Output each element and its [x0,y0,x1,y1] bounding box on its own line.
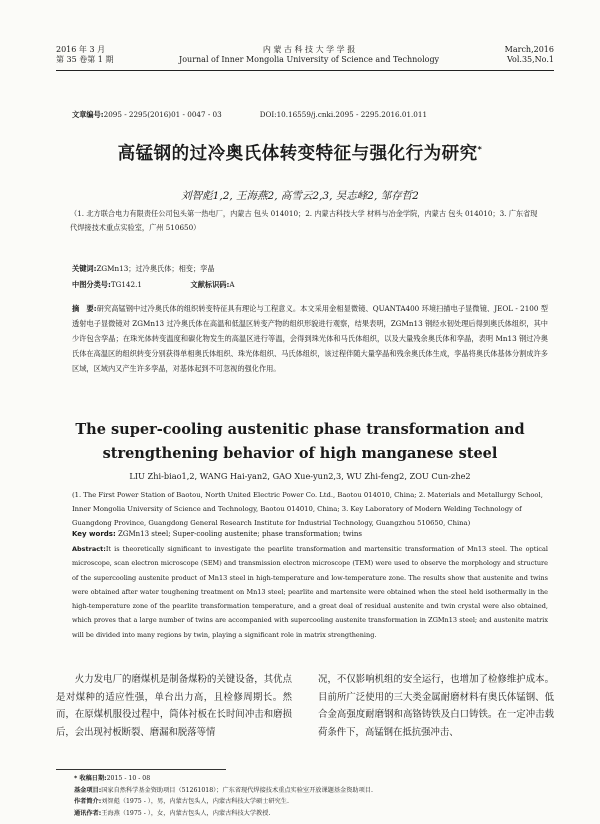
header-date-en: March,2016 [504,45,554,54]
cn-authors: 刘智彪1,2, 王海燕2, 高雪云2,3, 吴志峰2, 邹存哲2 [181,190,419,202]
running-header [56,45,554,69]
journal-name-cn: 内 蒙 古 科 技 大 学 学 报 [262,45,356,54]
article-meta [72,110,540,120]
header-rule [56,70,554,71]
header-date: 2016 年 3 月 [56,45,106,54]
cn-title: 高锰钢的过冷奥氏体转变特征与强化行为研究* [117,144,483,164]
en-abstract: Abstract:It is theoretically significant to investigate the pearlite transformation and martensitic transformation of Mn13 steel. The optical microscope, scan electron microscope (SEM) and transmission electron microscope (TEM) were used to observe the morphology and structure of the supercooling austenite product of Mn13 steel in high-temperature and low-temperature zone. The results show that austenite and twins were obtained after water toughening treatment on Mn13 steel; pearlite and martensite were obtained when the steel held isothermally in the high-temperature zone of the pearlite transformation temperature, and a great deal of residual austenite and twin crystal were also obtained, which proves that a large number of twins are accompanied with supercooling austenite transformation in ZGMn13 steel; and austenite matrix will be divided into many regions by twin, playing a significant role in matrix strengthening. [72,545,548,639]
header-volume: 第 35 卷第 1 期 [56,55,114,64]
en-title: The super-cooling austenitic phase transformation and strengthening behavior of high manganese steel [75,421,525,462]
footnote-funding: 基金项目:国家自然科学基金资助项目（51261018）；广东省现代焊接技术重点实验室开放课题基金资助项目. [74,786,373,794]
header-center [179,45,439,69]
cn-abstract: 摘 要:研究高锰钢中过冷奥氏体的组织转变特征具有理论与工程意义。本文采用金相显微镜、QUANTA400 环境扫描电子显微镜、JEOL - 2100 型透射电子显微镜对 ZGMn13 过冷奥氏体在高温和低温区转变产物的组织形貌进行观察，结果表明，ZGMn13 钢经水韧处理后得到奥氏体组织，其中少许包含孪晶；在珠光体转变温度和碳化物发生的高温区进行等温，会得到珠光体和马氏体组织，以及大量残余奥氏体和孪晶，表明 Mn13 钢过冷奥氏体在高温区的组织转变分别获得单相奥氏体组织、珠光体组织、马氏体组织，该过程伴随大量孪晶和残余奥氏体生成，孪晶将奥氏体基体分割成许多区域，区域内又产生许多孪晶，对基体起到不可忽视的强化作用。 [72,304,548,373]
body-left-column: 火力发电厂的磨煤机是制备煤粉的关键设备，其优点是对煤种的适应性强，单台出力高，且检修周期长。然而，在原煤机服役过程中，筒体衬板在长时间冲击和磨损后，会出现衬板断裂、磨漏和脱落等情 [56,674,292,738]
body-text [56,671,554,741]
footnote-rule [56,769,226,770]
cn-keywords: 关键词:ZGMn13；过冷奥氏体；相变；孪晶 [72,264,215,273]
header-right [505,45,554,69]
footnote-author: 作者简介:刘智彪（1975 - ），男，内蒙古包头人，内蒙古科技大学硕士研究生. [74,798,289,805]
footnotes [74,773,554,819]
doi: DOI:10.16559/j.cnki.2095 - 2295.2016.01.011 [259,110,428,119]
en-keywords: Key words: ZGMn13 steel; Super-cooling austenite; phase transformation; twins [72,530,362,538]
body-right-column: 况，不仅影响机组的安全运行，也增加了检修维护成本。目前所广泛使用的三大类金属耐磨材料有奥氏体锰钢、低合金高强度耐磨钢和高铬铸铁及白口铸铁。在一定冲击载荷条件下，高锰钢在抵抗强冲击、 [318,674,554,738]
header-volume-en: Vol.35,No.1 [506,55,554,64]
journal-name-en: Journal of Inner Mongolia University of Science and Technology [179,55,440,64]
header-left [56,45,113,69]
en-authors: LIU Zhi-biao1,2, WANG Hai-yan2, GAO Xue-yun2,3, WU Zhi-feng2, ZOU Cun-zhe2 [129,471,471,481]
cn-classification: 中图分类号:TG142.1 文献标识码:A [72,280,235,289]
article-number: 文章编号:2095 - 2295(2016)01 - 0047 - 03 [72,110,222,119]
title-footnote-mark: * [477,145,483,155]
footnote-corresponding: 通讯作者:王海燕（1975 - ），女，内蒙古包头人，内蒙古科技大学教授. [74,809,271,817]
en-affiliation: (1. The First Power Station of Baotou, North United Electric Power Co. Ltd., Baotou 014010, China; 2. Materials and Metallurgy School, Inner Mongolia University of Science and Technology, Baotou 014010, China; 3. Key Laboratory of Modern Welding Technology of Guangdong Province, Guangdong General Research Institute for Industrial Technology, Guangzhou 510650, China) [72,491,543,527]
footnote-received: * 收稿日期:2015 - 10 - 08 [74,775,151,782]
cn-affiliation: （1. 北方联合电力有限责任公司包头第一热电厂，内蒙古 包头 014010；2. 内蒙古科技大学 材料与冶金学院，内蒙古 包头 014010；3. 广东省现代焊接技术重点实验室，广州 510650） [70,209,538,232]
